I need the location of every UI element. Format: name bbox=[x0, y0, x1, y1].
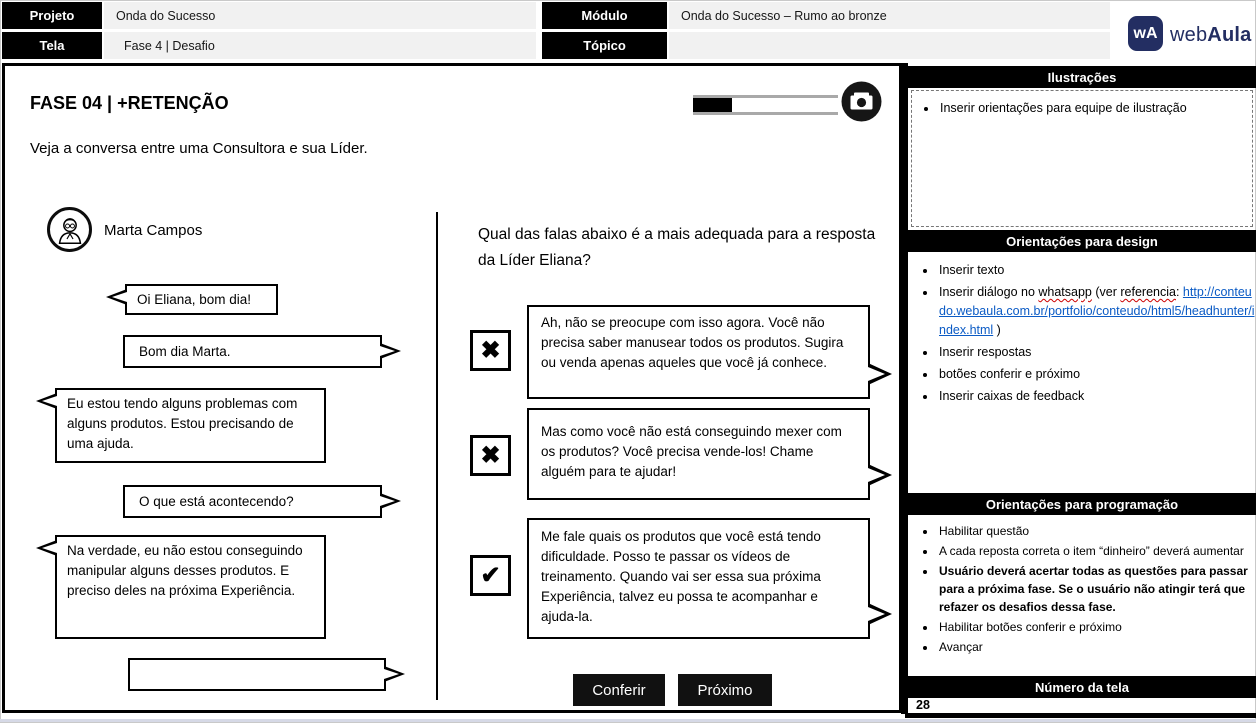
money-icon bbox=[841, 81, 882, 122]
screen-number-header: Número da tela bbox=[908, 676, 1256, 698]
design-header: Orientações para design bbox=[908, 230, 1256, 252]
list-item-bold: • Usuário deverá acertar todas as questões para passar para a próxima fase. Se o usuário não atingir terá que refazer os desafios dessa fase. bbox=[937, 562, 1256, 616]
chat-bubble-right: O que está acontecendo? bbox=[123, 485, 382, 518]
illustrations-header: Ilustrações bbox=[908, 66, 1256, 88]
dialog-note: (ver bbox=[1091, 285, 1121, 299]
misspelled-word: whatsapp bbox=[1038, 285, 1092, 299]
chat-bubble-right: Bom dia Marta. bbox=[123, 335, 382, 368]
progress-fill bbox=[693, 98, 732, 112]
question-text: Qual das falas abaixo é a mais adequada para a resposta da Líder Eliana? bbox=[478, 226, 876, 269]
dialog-note: ) bbox=[993, 323, 1001, 337]
dialog-note: : bbox=[1175, 285, 1183, 299]
projeto-value: Onda do Sucesso bbox=[104, 2, 536, 29]
answer-option-1[interactable]: Ah, não se preocupe com isso agora. Você não precisa saber manusear todos os produtos. Sugira ou venda apenas aqueles que você já conhece. bbox=[527, 305, 870, 399]
list-item: • Avançar bbox=[937, 638, 1256, 656]
dialog-note: Inserir diálogo no bbox=[939, 285, 1039, 299]
logo-aula: Aula bbox=[1207, 24, 1252, 46]
proximo-button[interactable]: Próximo bbox=[678, 674, 772, 706]
topico-label: Tópico bbox=[542, 32, 667, 59]
slide-intro: Veja a conversa entre uma Consultora e sua Líder. bbox=[30, 140, 368, 157]
list-item: • Inserir caixas de feedback bbox=[937, 387, 1255, 406]
answer-option-3[interactable]: Me fale quais os produtos que você está tendo dificuldade. Posso te passar os vídeos de treinamento. Quando vai ser essa sua próxima Experiência, talvez eu possa te acompanhar e ajuda-la. bbox=[527, 518, 870, 639]
answer-option-2[interactable]: Mas como você não está conseguindo mexer com os produtos? Você precisa vende-los! Chame alguém para te ajudar! bbox=[527, 408, 870, 500]
modulo-value: Onda do Sucesso – Rumo ao bronze bbox=[669, 2, 1110, 29]
chat-bubble-empty bbox=[128, 658, 386, 691]
illustrations-box bbox=[911, 90, 1253, 227]
programming-list bbox=[911, 522, 1256, 658]
column-divider bbox=[436, 212, 438, 700]
topico-value bbox=[669, 32, 1110, 59]
list-item: • Inserir texto bbox=[937, 261, 1255, 280]
sidebar-bottom-border bbox=[905, 713, 1256, 718]
conferir-button[interactable]: Conferir bbox=[573, 674, 665, 706]
modulo-label: Módulo bbox=[542, 2, 667, 29]
list-item: • Habilitar botões conferir e próximo bbox=[937, 618, 1256, 636]
tela-value: Fase 4 | Desafio bbox=[104, 32, 536, 59]
reference-link[interactable]: http://conteudo.webaula.com.br/portfolio/conteudo/html5/headhunter/index.html bbox=[939, 285, 1255, 337]
avatar bbox=[47, 207, 92, 252]
tela-label: Tela bbox=[2, 32, 102, 59]
list-item: • Habilitar questão bbox=[937, 522, 1256, 540]
logo-web: web bbox=[1170, 24, 1208, 46]
list-item: • Inserir respostas bbox=[937, 343, 1255, 362]
panel-right-border bbox=[901, 63, 908, 714]
chat-bubble-left: Na verdade, eu não estou conseguindo manipular alguns desses produtos. E preciso deles na próxima Experiência. bbox=[55, 535, 326, 639]
list-item: • botões conferir e próximo bbox=[937, 365, 1255, 384]
wrong-icon[interactable]: ✖ bbox=[470, 435, 511, 476]
speaker-name: Marta Campos bbox=[104, 222, 203, 239]
list-item: • Inserir orientações para equipe de ilustração bbox=[938, 99, 1252, 118]
list-item bbox=[937, 283, 1255, 340]
webaula-logo-text bbox=[1170, 24, 1251, 47]
illustrations-list bbox=[912, 99, 1252, 118]
misspelled-word: referencia bbox=[1120, 285, 1176, 299]
chat-bubble-left: Eu estou tendo alguns problemas com alguns produtos. Estou precisando de uma ajuda. bbox=[55, 388, 326, 463]
wrong-icon[interactable]: ✖ bbox=[470, 330, 511, 371]
bottom-strip bbox=[0, 719, 1256, 722]
programming-header: Orientações para programação bbox=[908, 493, 1256, 515]
chat-bubble-left: Oi Eliana, bom dia! bbox=[125, 284, 278, 315]
projeto-label: Projeto bbox=[2, 2, 102, 29]
slide-title: FASE 04 | +RETENÇÃO bbox=[30, 93, 229, 113]
list-item: • A cada reposta correta o item “dinheiro” deverá aumentar bbox=[937, 542, 1256, 560]
money-progress-bar bbox=[693, 95, 838, 115]
webaula-logo-icon: wA bbox=[1128, 16, 1163, 51]
design-list bbox=[911, 261, 1255, 409]
consultant-avatar-icon bbox=[52, 212, 88, 248]
correct-icon[interactable]: ✔ bbox=[470, 555, 511, 596]
screen-number-value: 28 bbox=[916, 698, 930, 712]
